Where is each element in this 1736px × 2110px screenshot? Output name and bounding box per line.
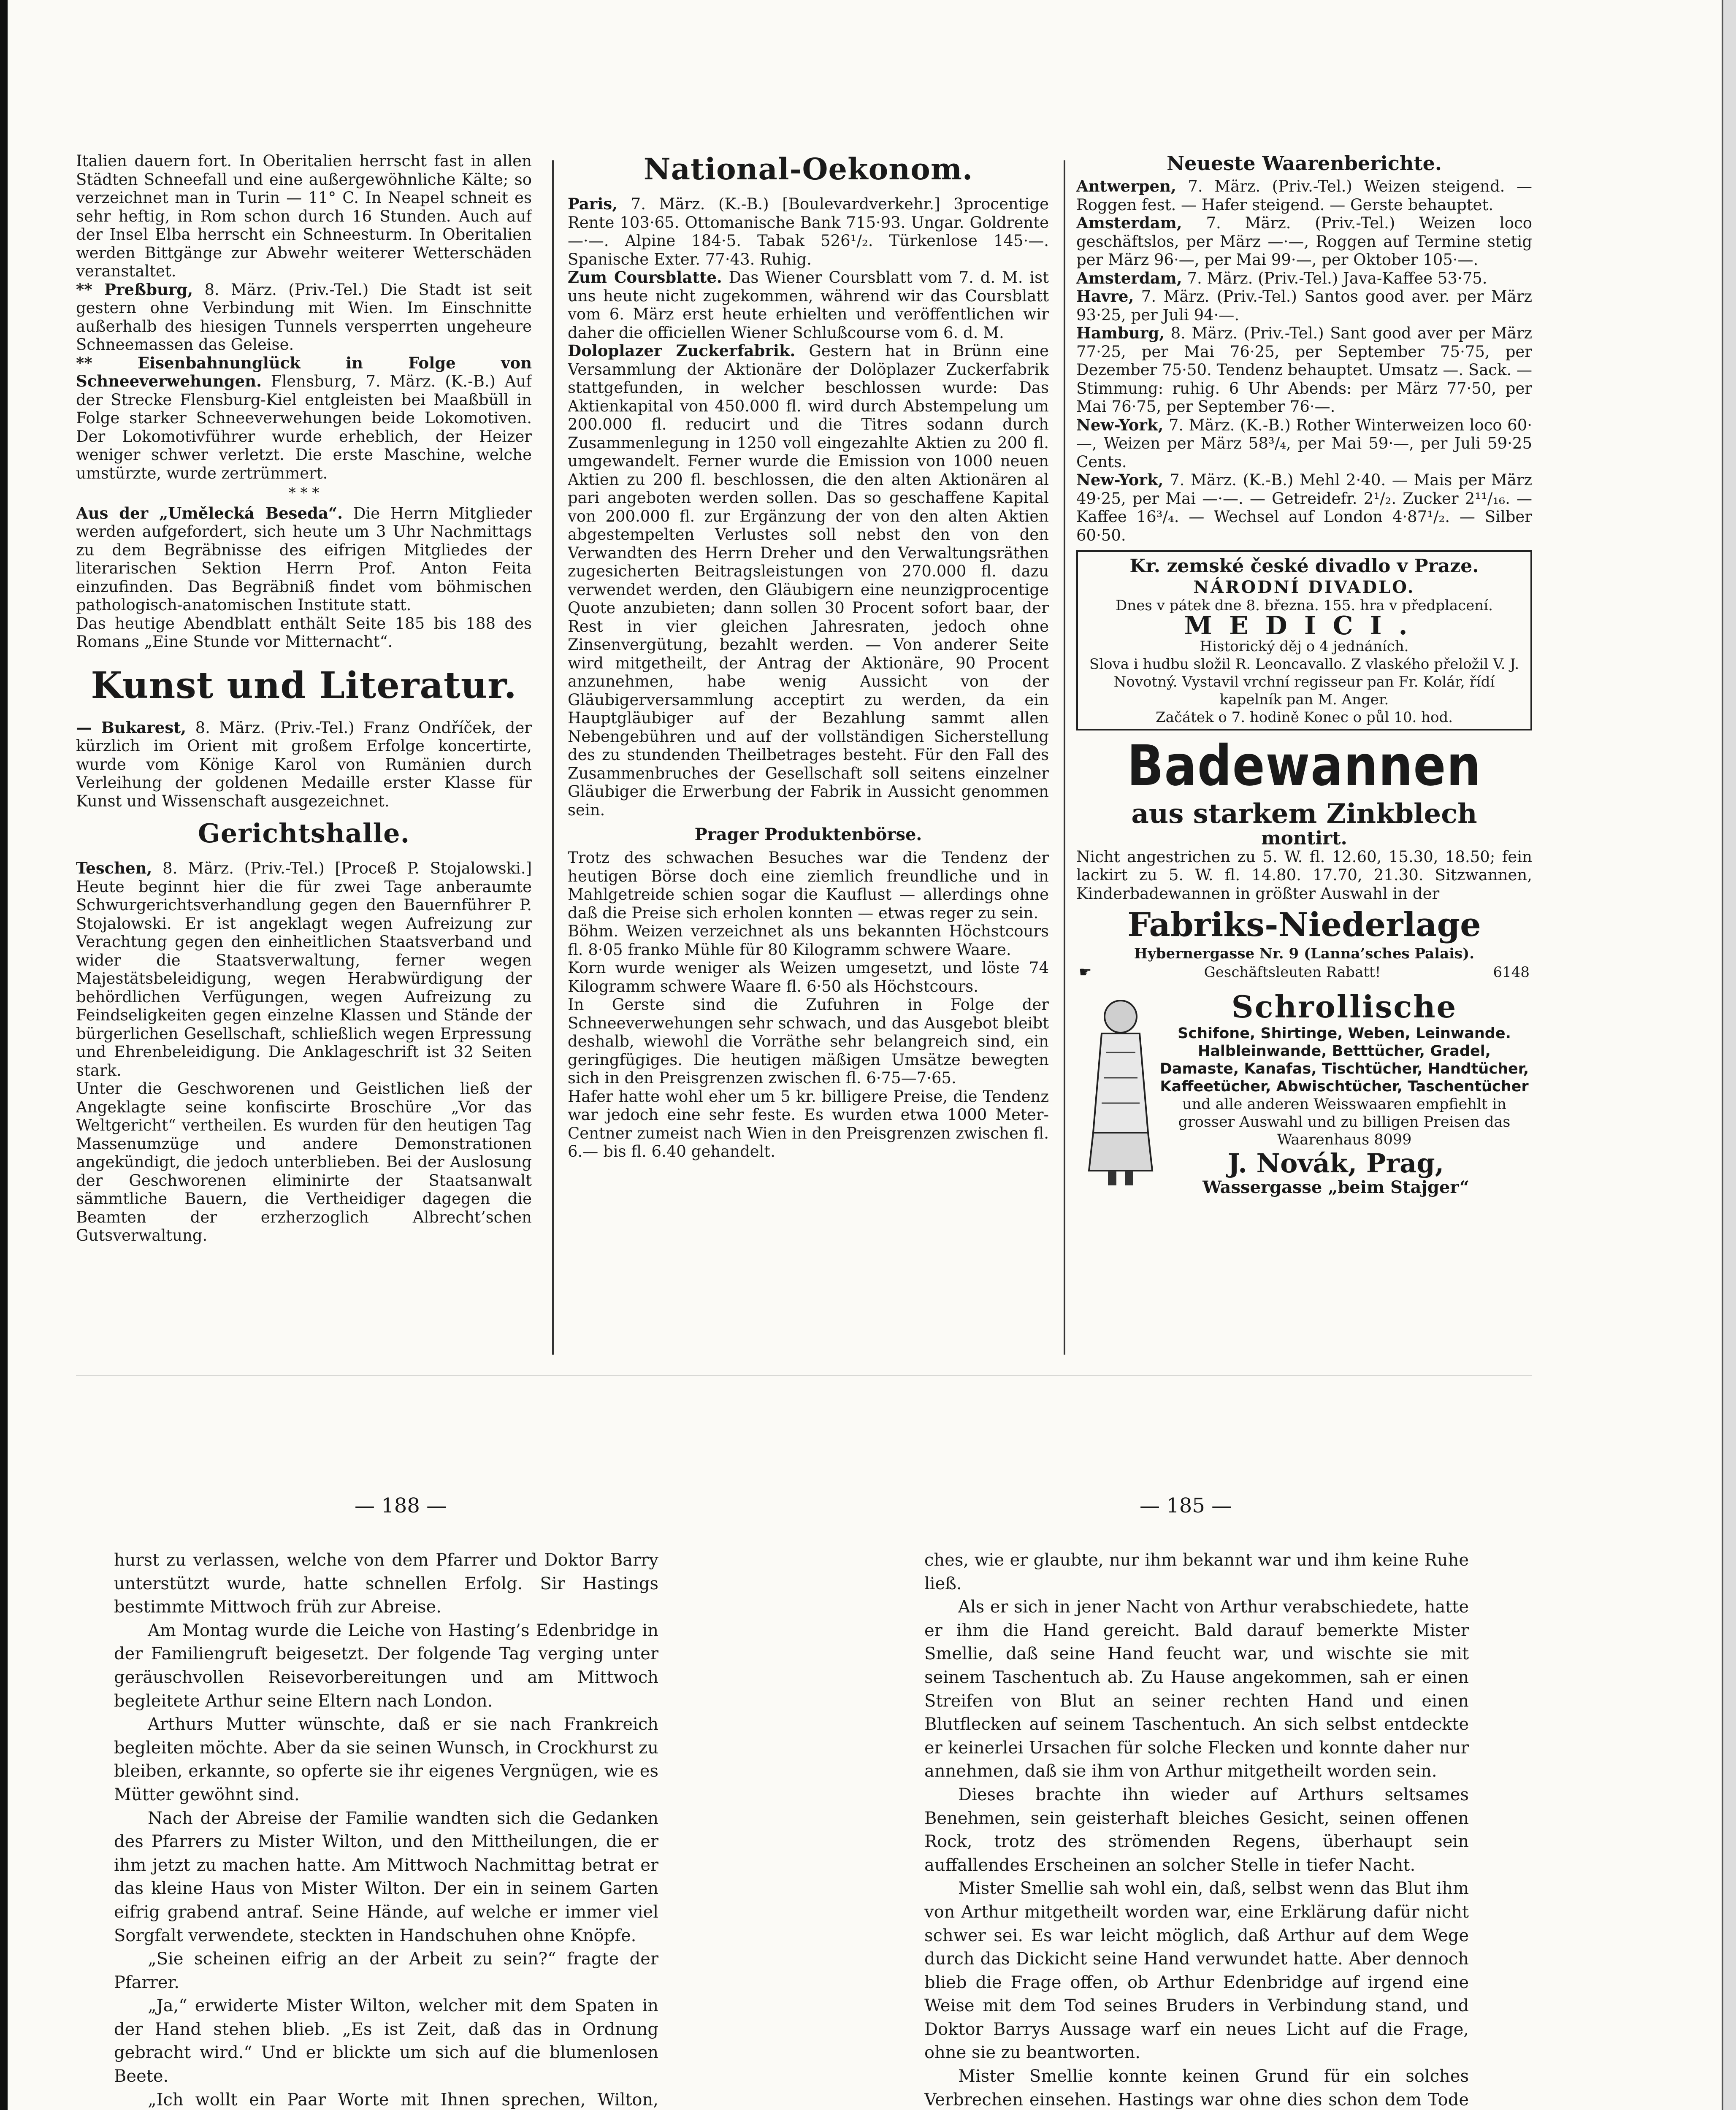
dateline: Doloplazer Zuckerfabrik. (568, 341, 796, 360)
article-text: Das Wiener Coursblatt vom 7. d. M. ist uns heute nicht zugekommen, während wir das Coursblatt vom 6. März erst heute erhielten und veröffentlichen wir daher die officiellen Wiener Schlußcourse vom 6. d. M. (568, 268, 1049, 342)
section-heading-oekonom: National-Oekonom. (643, 152, 973, 187)
paragraph: „Ich wollt ein Paar Worte mit Ihnen sprechen, Wilton, (148, 2090, 658, 2110)
article-abendblatt: Das heutige Abendblatt enthält Seite 185 bis 188 des Romans „Eine Stunde vor Mitternacht“. (76, 614, 532, 651)
report-amsterdam-1 (1076, 214, 1532, 269)
paragraph: Als er sich in jener Nacht von Arthur verabschiedete, hatte er ihm die Hand gereicht. Bald darauf bemerkte Mister Smellie, daß seine Hand feucht war, und wischte sie mit seinem Taschentuch ab. Zu Hause angekommen, sah er einen Streifen von Blut an seiner rechten Hand und einen Blutflecken auf seinem Taschentuch. An sich selbst entdeckte er keinerlei Ursachen für solche Flecken und konnte daher nur annehmen, daß sie ihm von Arthur mitgetheilt worden sein. (924, 1597, 1469, 1781)
ad-schroll-address: Wassergasse „beim Stajger“ (1202, 1177, 1469, 1197)
article-italy: Italien dauern fort. In Oberitalien herrscht fast in allen Städten Schneefall und eine außergewöhnliche Kälte; so verzeichnet man in Turin — 11° C. In Neapel schneit es sehr heftig, in Rom schon durch 16 Stunden. Auch auf der Insel Elba herrscht ein Schneesturm. In Oberitalien werden Bittgänge zur Abwehr weiterer Wetterschäden veranstaltet. (76, 152, 532, 280)
ad-bade-number: 6148 (1493, 963, 1530, 981)
paragraph: Am Montag wurde die Leiche von Hasting’s Edenbridge in der Familiengruft beigesetzt. Der folgende Tag verging unter geräuschvollen Reisevorbereitungen und am Mittwoch begleitete Arthur seine Eltern nach London. (114, 1620, 658, 1711)
article-gerste: In Gerste sind die Zufuhren in Folge der Schneeverwehungen sehr schwach, und das Ausgebot bleibt deshalb, wiewohl die Vorräthe sehr belangreich sind, ein geringfügiges. Die heutigen mäßigen Umsätze bewegten sich in den Preisgrenzen zwischen fl. 6·75—7·65. (568, 995, 1049, 1087)
article-coursblatt (568, 268, 1049, 342)
column-news (76, 152, 532, 1355)
article-text: 7. März. (K.-B.) [Boulevardverkehr.] 3procentige Rente 103·65. Ottomanische Bank 715·93. Ungar. Goldrente —·—. Alpine 184·5. Tabak 526¹/₂. Türkenlose 145·—. Spanische Exter. 77·43. Ruhig. (568, 195, 1049, 268)
section-heading-waaren: Neueste Waarenberichte. (1167, 152, 1442, 175)
dateline: ** Preßburg, (76, 280, 193, 299)
section-heading-kunst: Kunst und Literatur. (91, 664, 517, 707)
page-number-left: — 188 — (355, 1494, 447, 1518)
dateline: ** Eisenbahnunglück in Folge von Schneeverwehungen. (76, 353, 532, 390)
paragraph: Nach der Abreise der Familie wandten sich die Gedanken des Pfarrers zu Mister Wilton, und den Mittheilungen, die er ihm jetzt zu machen hatte. Am Mittwoch Nachmittag betrat er das kleine Haus von Mister Wilton. Der ein in seinem Garten eifrig grabend antraf. Seine Hände, auf welche er immer viel Sorgfalt verwendete, steckten in Handschuhen ohne Knöpfe. (114, 1808, 658, 1945)
ad-theatre-title: Kr. zemské české divadlo v Praze. (1129, 555, 1479, 577)
page-number-right: — 185 — (1140, 1494, 1232, 1518)
dateline: New-York, (1076, 415, 1164, 434)
paragraph: Arthurs Mutter wünschte, daß er sie nach Frankreich begleiten möchte. Aber da sie seinen Wunsch, in Crockhurst zu bleiben, erkannte, so opferte sie ihr eigenes Vergnügen, wie es Mütter gewöhnt sind. (114, 1715, 658, 1804)
column-divider (552, 160, 554, 1355)
section-heading-prager: Prager Produktenbörse. (694, 825, 922, 844)
column-divider (1064, 160, 1065, 1355)
article-weizen: Böhm. Weizen verzeichnet als uns bekannten Höchstcours fl. 8·05 franko Mühle für 80 Kilogramm schwere Waare. (568, 922, 1049, 959)
article-text: 8. März. (Priv.-Tel.) Franz Ondříček, der kürzlich im Orient mit großem Erfolge koncertirte, wurde vom Könige Karol von Rumänien durch Verleihung der goldenen Medaille erster Klasse für Kunst und Wissenschaft ausgezeichnet. (76, 718, 532, 810)
ad-bade-montirt: montirt. (1261, 828, 1347, 849)
article-teschen-cont: Unter die Geschworenen und Geistlichen ließ der Angeklagte seine konfiscirte Broschüre „Vor das Weltgericht“ vertheilen. Es wurden für den heutigen Tag Massenumzüge und andere Demonstrationen angekündigt, die jedoch unterblieben. Bei der Auslosung der Geschworenen eliminirte der Staatsanwalt sämmtliche Bauern, die Vertheidiger dagegen die Beamten der erzherzoglich Albrecht’schen Gutsverwaltung. (76, 1079, 532, 1244)
report-text: 7. März. (Priv.-Tel.) Java-Kaffee 53·75. (1187, 269, 1487, 287)
article-railway-accident (76, 354, 532, 483)
article-teschen (76, 859, 532, 1079)
report-antwerpen (1076, 177, 1532, 214)
novel-page-right (924, 1549, 1469, 2110)
dateline: — Bukarest, (76, 718, 187, 737)
article-text: 8. März. (Priv.-Tel.) Die Stadt ist seit gestern ohne Verbindung mit Wien. Im Einschnitte außerhalb des hiesigen Tunnels versperrten ungeheure Schneemassen das Geleise. (76, 280, 532, 354)
dateline: Hamburg, (1076, 324, 1165, 342)
ad-bade-footer (1076, 963, 1532, 982)
report-text: 7. März. (K.-B.) Mehl 2·40. — Mais per März 49·25, per Mai —·—. — Getreidefr. 2¹/₂. Zucker 2¹¹/₁₆. — Kaffee 16³/₄. — Wechsel auf London 4·87¹/₂. — Silber 60·50. (1076, 471, 1532, 544)
report-text: 7. März. (Priv.-Tel.) Weizen steigend. — Roggen fest. — Hafer steigend. — Gerste behauptet. (1076, 177, 1532, 214)
ad-bade-text: Nicht angestrichen zu 5. W. fl. 12.60, 15.30, 18.50; fein lackirt zu 5. W. fl. 14.80. 17.70, 21.30. Sitzwannen, Kinderbadewannen in größter Auswahl in der (1076, 847, 1532, 903)
section-heading-gericht: Gerichtshalle. (198, 818, 410, 849)
fold-line (76, 1375, 1532, 1376)
ad-bade-title: Badewannen (1127, 733, 1481, 798)
dateline: Amsterdam, (1076, 268, 1182, 287)
ad-bade-address: Hybernergasse Nr. 9 (Lanna’sches Palais). (1134, 945, 1475, 962)
paragraph: ches, wie er glaubte, nur ihm bekannt war und ihm keine Ruhe ließ. (924, 1550, 1469, 1593)
ad-theatre (1076, 550, 1532, 730)
ad-bade-fabrik: Fabriks-Niederlage (1127, 906, 1481, 944)
ad-schroll-info: und alle anderen Weisswaaren empfiehlt in grosser Auswahl und zu billigen Preisen das Waarenhaus 8099 (1178, 1096, 1511, 1148)
ad-theatre-date: Dnes v pátek dne 8. března. 155. hra v předplacení. (1116, 597, 1493, 614)
ad-schroll-title: Schrollische (1231, 989, 1457, 1025)
dateline: Havre, (1076, 287, 1134, 306)
dateline: Aus der „Umělecká Beseda“. (76, 503, 343, 522)
ad-bade-rabatt: Geschäftsleuten Rabatt! (1204, 963, 1381, 981)
article-hafer: Hafer hatte wohl eher um 5 kr. billigere Preise, die Tendenz war jedoch eine sehr feste. Es wurden etwa 1000 Meter-Centner zumeist nach Wien in den Preisgrenzen zwischen fl. 6.— bis fl. 6.40 gehandelt. (568, 1087, 1049, 1160)
article-text: 8. März. (Priv.-Tel.) [Proceß P. Stojalowski.] Heute beginnt hier die für zwei Tage anberaumte Schwurgerichtsverhandlung gegen den Bauernführer P. Stojalowski. Er ist angeklagt wegen Aufreizung zur Verachtung gegen den einheitlichen Staatsverband und wider die Staatsverwaltung, ferner wegen Majestätsbeleidigung, wegen Herabwürdigung der behördlichen Verfügungen, wegen Aufreizung zu Feindseligkeiten gegen einzelne Klassen und Stände der bürgerlichen Gesellschaft, schließlich wegen Erpressung und Ehrenbeleidigung. Die Anklageschrift ist 32 Seiten stark. (76, 859, 532, 1079)
article-boerse: Trotz des schwachen Besuches war die Tendenz der heutigen Börse doch eine ziemlich freundliche und in Mahlgetreide schien sogar die Kauflust — allerdings ohne daß die Preise sich erholen konnten — etwas reger zu sein. (568, 849, 1049, 922)
dateline: New-York, (1076, 471, 1164, 489)
article-text: Die Herrn Mitglieder werden aufgefordert, sich heute um 3 Uhr Nachmittags zu dem Begräbnisse des eifrigen Mitgliedes der literarischen Sektion Herrn Prof. Anton Feita einzufinden. Das Begräbniß findet vom böhmischen pathologisch-anatomischen Institute statt. (76, 504, 532, 614)
article-pressburg (76, 281, 532, 354)
novel-supplement (0, 1485, 1736, 2110)
child-figure-illustration (1085, 993, 1156, 1188)
article-korn: Korn wurde weniger als Weizen umgesetzt, und löste 74 Kilogramm schwere Waare fl. 6·50 als Höchstcours. (568, 959, 1049, 995)
paragraph: Mister Smellie sah wohl ein, daß, selbst wenn das Blut ihm von Arthur mitgetheilt worden war, eine Erklärung dafür nicht schwer sei. Es war leicht möglich, daß Arthur auf dem Wege durch das Dickicht seine Hand verwundet hatte. Aber dennoch blieb die Frage offen, ob Arthur Edenbridge auf irgend eine Weise mit dem Tod seines Bruders in Verbindung stand, und Doktor Barrys Aussage warf ein neues Licht auf die Frage, ohne sie zu beantworten. (924, 1879, 1469, 2063)
paragraph: Dieses brachte ihn wieder auf Arthurs seltsames Benehmen, sein geisterhaft bleiches Gesicht, seinen offenen Rock, trotz des strömenden Regens, überhaupt sein auffallendes Erscheinen an solcher Stelle in tiefer Nacht. (924, 1785, 1469, 1875)
dateline: Antwerpen, (1076, 177, 1176, 195)
separator-stars: * * * (288, 484, 320, 501)
report-newyork-2 (1076, 471, 1532, 544)
report-text: 7. März. (K.-B.) Rother Winterweizen loco 60·—, Weizen per März 58³/₄, per Mai 59·—, per Juli 59·25 Cents. (1076, 416, 1532, 471)
newspaper-upper-half (76, 152, 1532, 1355)
paragraph: „Sie scheinen eifrig an der Arbeit zu sein?“ fragte der Pfarrer. (114, 1949, 658, 1992)
article-paris (568, 195, 1049, 268)
report-havre (1076, 287, 1532, 324)
article-text: Gestern hat in Brünn eine Versammlung der Aktionäre der Dolöplazer Zuckerfabrik stattgefunden, in welcher beschlossen wurde: Das Aktienkapital von 450.000 fl. wird durch Abstempelung um 200.000 fl. reducirt und die Titres sodann durch Zusammenlegung in 1250 voll eingezahlte Aktien zu 200 fl. umgewandelt. Ferner wurde die Emission von 1000 neuen Aktien zu 200 fl. beschlossen, die den alten Aktionären al pari angeboten werden sollen. Das so geschaffene Kapital von 200.000 fl. zur Ergänzung der von den alten Aktien abgestempelten Verlustes soll nebst den von den Verwandten des Herrn Dreher und den Verwaltungsräthen zugesicherten Beitragsleistungen von 270.000 fl. dazu verwendet werden, den Gläubigern eine neunzigprocentige Quote anzubieten; dann sollen 30 Procent sofort baar, der Rest in vier gleichen Jahresraten, jedoch ohne Zinsenvergütung, bezahlt werden. — Von anderer Seite wird mitgetheilt, der Antrag der Aktionäre, 90 Procent anzunehmen, habe wenig Aussicht von der Gläubigerversammlung acceptirt zu werden, da ein Hauptgläubiger auf der Bezahlung sammt allen Nebengebühren und auf der vollständigen Sicherstellung des zu stundenden Theilbetrages besteht. Für den Fall des Zusammenbruches der Gesellschaft soll seitens einzelner Gläubiger die Erwerbung der Fabrik in Aussicht genommen sein. (568, 342, 1049, 819)
ad-theatre-play: MEDICI. (1184, 611, 1425, 641)
ad-theatre-credits: Slova i hudbu složil R. Leoncavallo. Z vlaského přeložil V. J. Novotný. Vystavil vrchní regisseur pan Fr. Kolár, řídí kapelník pan M. Anger. (1089, 656, 1519, 708)
article-dolóplazer (568, 342, 1049, 819)
report-newyork-1 (1076, 416, 1532, 471)
novel-page-left (114, 1549, 658, 2110)
ad-theatre-subtitle: NÁRODNÍ DIVADLO. (1193, 577, 1415, 597)
report-hamburg (1076, 324, 1532, 416)
ad-theatre-times: Začátek o 7. hodině Konec o půl 10. hod. (1155, 709, 1453, 726)
ad-schroll-items: Schifone, Shirtinge, Weben, Leinwande. Halbleinwande, Betttücher, Gradel, Damaste, Kanafas, Tischtücher, Handtücher, Kaffeetücher, Abwischtücher, Taschentücher (1159, 1025, 1529, 1095)
column-economy (568, 152, 1049, 1355)
column-commodities-ads (1076, 152, 1532, 1355)
ad-schroll-novak: J. Novák, Prag, (1227, 1148, 1444, 1179)
paragraph: hurst zu verlassen, welche von dem Pfarrer und Doktor Barry unterstützt wurde, hatte schnellen Erfolg. Sir Hastings bestimmte Mittwoch früh zur Abreise. (114, 1550, 658, 1617)
article-bukarest (76, 719, 532, 811)
article-umelecka-beseda (76, 504, 532, 614)
pointing-hand-icon: ☛ (1079, 963, 1092, 981)
report-text: 7. März. (Priv.-Tel.) Weizen loco geschäftslos, per März —·—, Roggen auf Termine stetig per März 96·—, per Mai 99·—, per Oktober 105·—. (1076, 214, 1532, 269)
ad-theatre-genre: Historický děj o 4 jednáních. (1200, 638, 1409, 655)
ad-badewannen (1076, 733, 1532, 982)
dateline: Teschen, (76, 859, 152, 877)
report-amsterdam-2 (1076, 269, 1532, 288)
article-text: Flensburg, 7. März. (K.-B.) Auf der Strecke Flensburg-Kiel entgleisten bei Maaßbüll in Folge starker Schneeverwehungen beide Lokomotiven. Der Lokomotivführer wurde erheblich, der Heizer weniger schwer verletzt. Die erste Maschine, welche umstürzte, wurde zertrümmert. (76, 372, 532, 482)
ad-schroll-products (1156, 1025, 1532, 1149)
paragraph: „Ja,“ erwiderte Mister Wilton, welcher mit dem Spaten in der Hand stehen blieb. „Es ist Zeit, daß das in Ordnung gebracht wird.“ Und er blickte um sich auf die blumenlosen Beete. (114, 1996, 658, 2086)
report-text: 8. März. (Priv.-Tel.) Sant good aver per März 77·25, per Mai 76·25, per September 75·75, per Dezember 75·50. Tendenz behauptet. Umsatz —. Sack. — Stimmung: ruhig. 6 Uhr Abends: per März 77·50, per Mai 76·75, per September 76·—. (1076, 324, 1532, 416)
dateline: Amsterdam, (1076, 214, 1182, 232)
report-text: 7. März. (Priv.-Tel.) Santos good aver. per März 93·25, per Juli 94·—. (1076, 287, 1532, 324)
dateline: Zum Coursblatte. (568, 268, 722, 287)
dateline: Paris, (568, 195, 618, 213)
ad-schroll (1076, 989, 1532, 1200)
ad-bade-zink: aus starkem Zinkblech (1131, 798, 1477, 830)
paragraph: Mister Smellie konnte keinen Grund für ein solches Verbrechen einsehen. Hastings war ohne dies schon dem Tode (924, 2067, 1469, 2110)
